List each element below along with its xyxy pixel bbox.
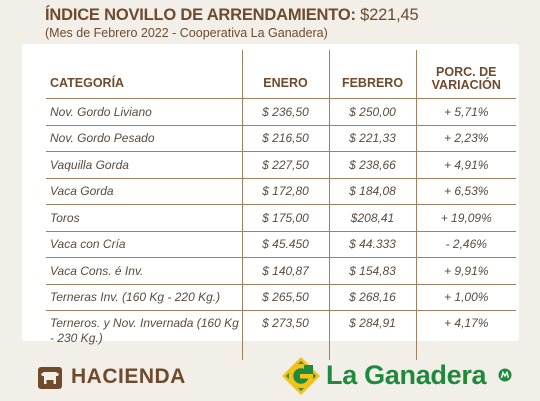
cell-category: Terneras Inv. (160 Kg - 220 Kg.) <box>46 284 242 311</box>
cell-category: Terneros. y Nov. Invernada (160 Kg - 230 Kg.) <box>50 316 239 345</box>
price-table-card <box>22 44 519 345</box>
cell-category: Nov. Gordo Pesado <box>46 125 242 152</box>
header-enero: ENERO <box>242 50 329 99</box>
cell-enero: $ 227,50 <box>242 152 329 179</box>
section-label: HACIENDA <box>71 365 186 388</box>
page-title <box>45 6 418 25</box>
cell-variacion: + 2,23% <box>416 125 516 152</box>
cell-enero: $ 273,50 <box>242 311 329 361</box>
cell-enero: $ 175,00 <box>242 205 329 232</box>
cell-category: Toros <box>46 205 242 232</box>
table-row <box>46 178 516 205</box>
page-subtitle: (Mes de Febrero 2022 - Cooperativa La Ganadera) <box>45 26 328 40</box>
cell-enero: $ 236,50 <box>242 99 329 126</box>
cell-variacion: + 4,91% <box>416 152 516 179</box>
cell-category: Nov. Gordo Liviano <box>46 99 242 126</box>
cell-category: Vaca Cons. é Inv. <box>46 258 242 285</box>
cell-febrero: $ 238,66 <box>329 152 416 179</box>
header-variacion <box>416 50 516 99</box>
cell-category: Vaca Gorda <box>46 178 242 205</box>
table-row <box>46 258 516 285</box>
index-price: $221,45 <box>360 6 419 24</box>
table-row <box>46 125 516 152</box>
brand-badge-icon <box>498 368 512 382</box>
price-table <box>46 50 516 360</box>
header-categoria: CATEGORÍA <box>46 50 242 99</box>
header <box>45 6 418 40</box>
cell-variacion: - 2,46% <box>416 231 516 258</box>
cell-enero: $ 140,87 <box>242 258 329 285</box>
cell-enero: $ 216,50 <box>242 125 329 152</box>
header-variacion-line2: VARIACIÓN <box>431 78 501 92</box>
cell-febrero: $ 268,16 <box>329 284 416 311</box>
footer <box>0 350 540 400</box>
cell-enero: $ 172,80 <box>242 178 329 205</box>
cell-febrero: $ 250,00 <box>329 99 416 126</box>
la-ganadera-g-icon <box>281 356 321 396</box>
table-row <box>46 284 516 311</box>
brand-name: La Ganadera <box>326 360 487 390</box>
cell-category: Vaca con Cría <box>46 231 242 258</box>
cell-enero: $ 45.450 <box>242 231 329 258</box>
table-row <box>46 152 516 179</box>
title-text: ÍNDICE NOVILLO DE ARRENDAMIENTO: <box>45 6 356 24</box>
cell-febrero: $ 154,83 <box>329 258 416 285</box>
table-row <box>46 99 516 126</box>
table-row <box>46 205 516 232</box>
cell-variacion: + 9,91% <box>416 258 516 285</box>
cell-variacion: + 5,71% <box>416 99 516 126</box>
cell-enero: $ 265,50 <box>242 284 329 311</box>
cell-febrero: $ 44.333 <box>329 231 416 258</box>
cell-variacion: + 19,09% <box>416 205 516 232</box>
cell-variacion: + 1,00% <box>416 284 516 311</box>
cell-category: Vaquilla Gorda <box>46 152 242 179</box>
cell-febrero: $ 284,91 <box>329 311 416 361</box>
cell-variacion: + 4,17% <box>416 311 516 361</box>
header-variacion-line1: PORC. DE <box>436 65 497 79</box>
table-row <box>46 231 516 258</box>
cell-febrero: $ 221,33 <box>329 125 416 152</box>
cell-variacion: + 6,53% <box>416 178 516 205</box>
cell-febrero: $ 184,08 <box>329 178 416 205</box>
header-febrero: FEBRERO <box>329 50 416 99</box>
cell-febrero: $208,41 <box>329 205 416 232</box>
table-header-row <box>46 50 516 99</box>
cow-icon <box>38 367 62 389</box>
